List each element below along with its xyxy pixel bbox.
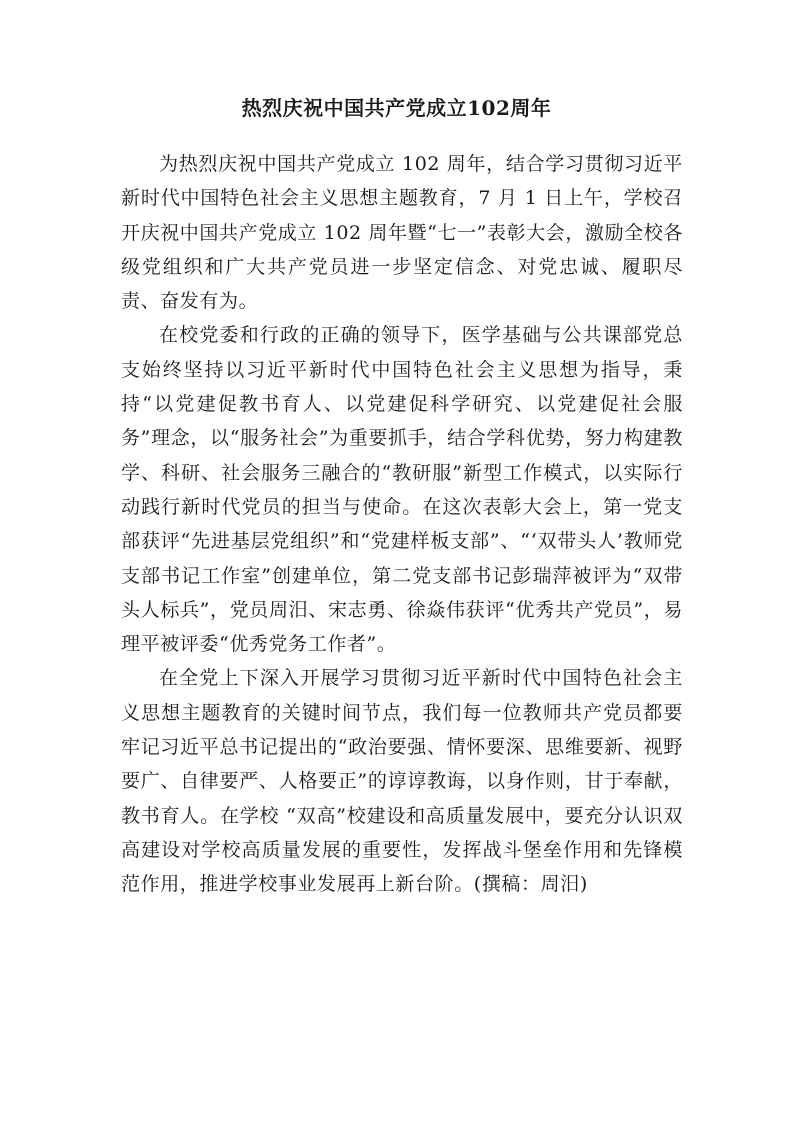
- document-title: 热烈庆祝中国共产党成立102周年: [241, 96, 552, 120]
- paragraph-1: 为热烈庆祝中国共产党成立 102 周年，结合学习贯彻习近平新时代中国特色社会主义思想主题教育，7 月 1 日上午，学校召开庆祝中国共产党成立 102 周年暨“七一”表彰大会，激励全校各级党组织和广大共产党员进一步坚定信念、对党忠诚、履职尽责、奋发有为。: [121, 153, 683, 313]
- document-body: [121, 147, 683, 902]
- paragraph-3: 在全党上下深入开展学习贯彻习近平新时代中国特色社会主义思想主题教育的关键时间节点，我们每一位教师共产党员都要牢记习近平总书记提出的“政治要强、情怀要深、思维要新、视野要广、自律要严、人格要正”的谆谆教诲，以身作则，甘于奉献，教书育人。在学校 “双高”校建设和高质量发展中，要充分认识双高建设对学校高质量发展的重要性，发挥战斗堡垒作用和先锋模范作用，推进学校事业发展再上新台阶。(撰稿：周汨): [121, 667, 683, 896]
- paragraph-2: 在校党委和行政的正确的领导下，医学基础与公共课部党总支始终坚持以习近平新时代中国特色社会主义思想为指导，秉持“以党建促教书育人、以党建促科学研究、以党建促社会服务”理念，以“服务社会”为重要抓手，结合学科优势，努力构建教学、科研、社会服务三融合的“教研服”新型工作模式，以实际行动践行新时代党员的担当与使命。在这次表彰大会上，第一党支部获评“先进基层党组织”和“党建样板支部”、“‘双带头人’教师党支部书记工作室”创建单位，第二党支部书记彭瑞萍被评为“双带头人标兵”，党员周汨、宋志勇、徐焱伟获评“优秀共产党员”，易理平被评委“优秀党务工作者”。: [121, 324, 683, 656]
